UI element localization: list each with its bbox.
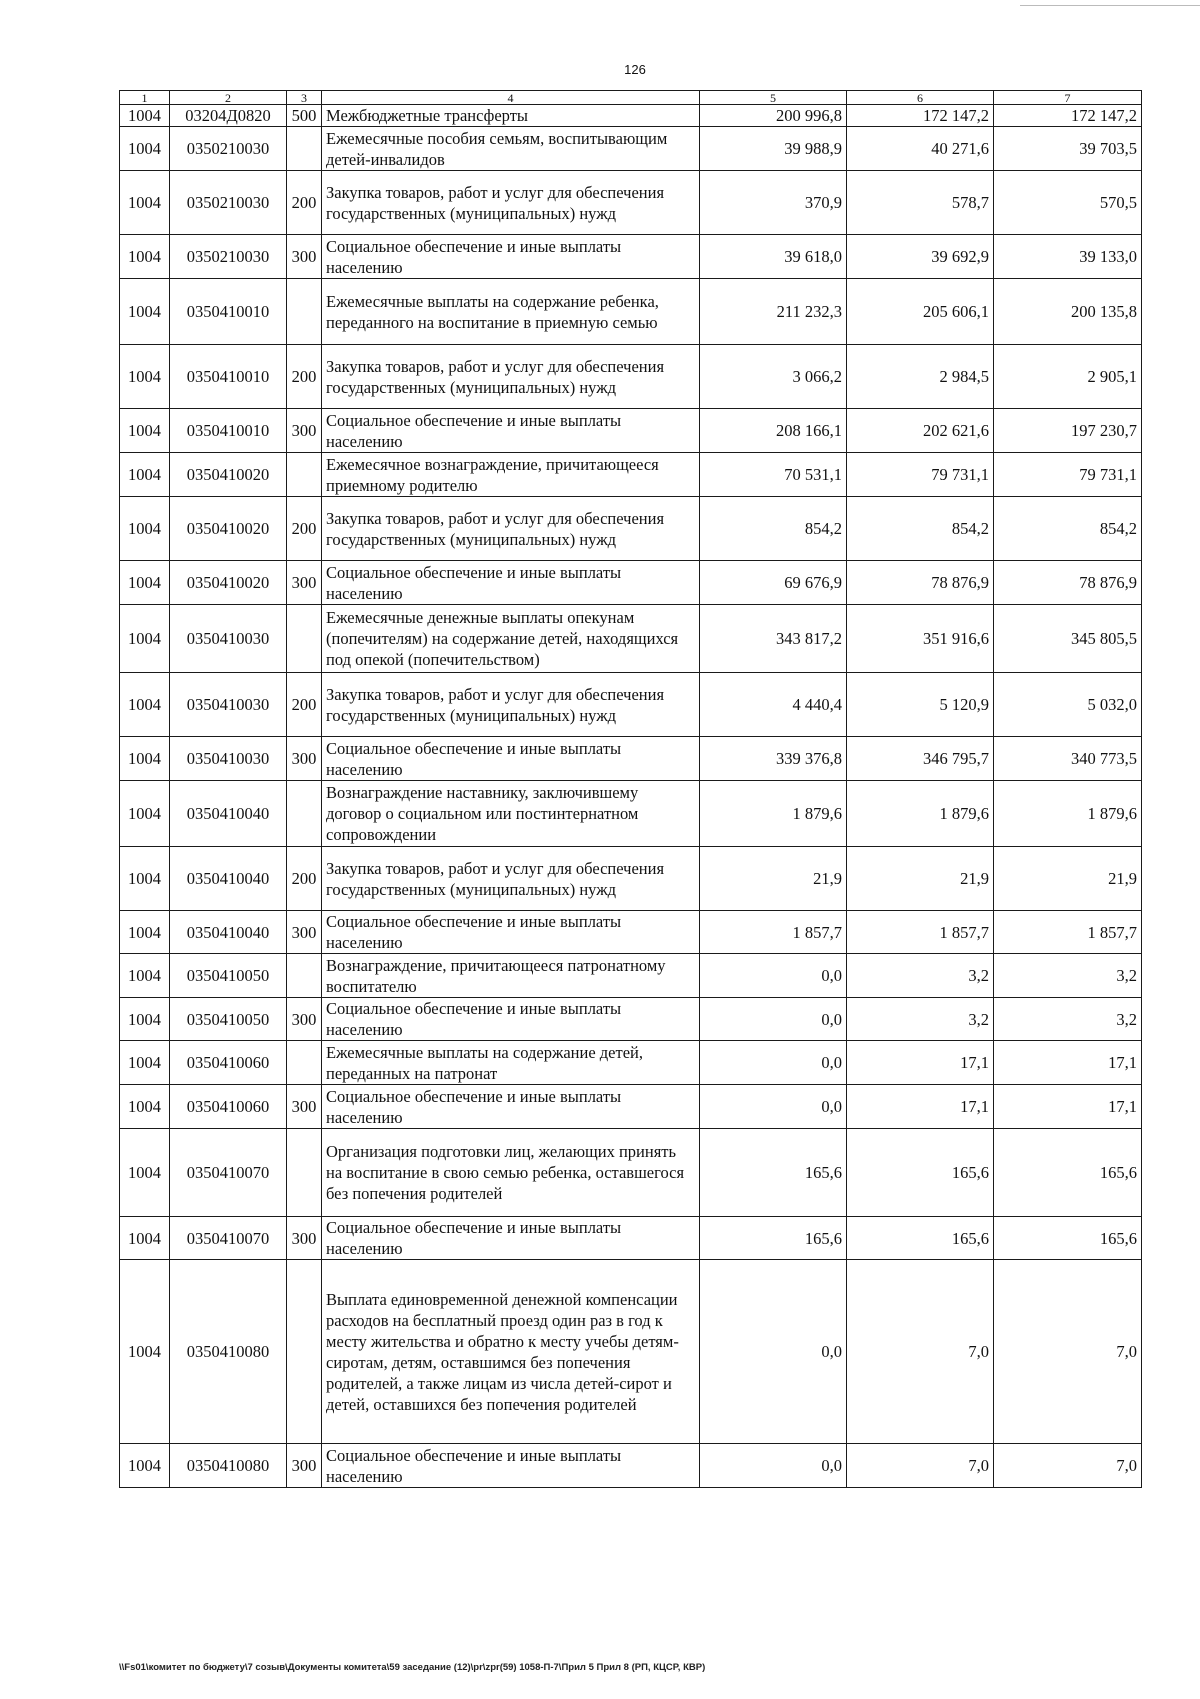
table-row — [120, 409, 1142, 453]
amount-col-5: 69 676,9 — [700, 561, 847, 605]
column-header: 3 — [287, 91, 322, 105]
amount-col-5: 208 166,1 — [700, 409, 847, 453]
amount-col-6: 165,6 — [847, 1129, 994, 1217]
amount-col-6: 202 621,6 — [847, 409, 994, 453]
amount-col-6: 205 606,1 — [847, 279, 994, 345]
amount-col-7: 165,6 — [994, 1129, 1142, 1217]
amount-col-6: 854,2 — [847, 497, 994, 561]
table-row — [120, 127, 1142, 171]
amount-col-6: 17,1 — [847, 1085, 994, 1129]
expense-type-code — [287, 453, 322, 497]
table-body — [120, 105, 1142, 1488]
column-number-row — [120, 91, 1142, 105]
table-row — [120, 1129, 1142, 1217]
amount-col-6: 172 147,2 — [847, 105, 994, 127]
expense-name: Социальное обеспечение и иные выплаты населению — [322, 235, 700, 279]
expense-name: Социальное обеспечение и иные выплаты населению — [322, 409, 700, 453]
amount-col-6: 7,0 — [847, 1444, 994, 1488]
expense-type-code — [287, 1041, 322, 1085]
target-article-code: 0350410010 — [170, 279, 287, 345]
expense-type-code — [287, 781, 322, 847]
amount-col-7: 78 876,9 — [994, 561, 1142, 605]
expense-name: Выплата единовременной денежной компенсации расходов на бесплатный проезд один раз в год к месту жительства и обратно к месту учебы детям-сиротам, детям, оставшимся без попечения родителей, а также лицам из числа детей-сирот и детей, оставшихся без попечения родителей — [322, 1260, 700, 1444]
table-row — [120, 105, 1142, 127]
section-code: 1004 — [120, 127, 170, 171]
amount-col-5: 370,9 — [700, 171, 847, 235]
target-article-code: 0350210030 — [170, 127, 287, 171]
expense-type-code — [287, 127, 322, 171]
amount-col-7: 2 905,1 — [994, 345, 1142, 409]
expense-name: Социальное обеспечение и иные выплаты населению — [322, 998, 700, 1041]
amount-col-6: 578,7 — [847, 171, 994, 235]
expense-type-code — [287, 1129, 322, 1217]
target-article-code: 0350410030 — [170, 605, 287, 673]
amount-col-6: 5 120,9 — [847, 673, 994, 737]
target-article-code: 0350410030 — [170, 737, 287, 781]
expense-type-code: 300 — [287, 1085, 322, 1129]
expense-type-code: 500 — [287, 105, 322, 127]
column-header: 1 — [120, 91, 170, 105]
amount-col-5: 21,9 — [700, 847, 847, 911]
section-code: 1004 — [120, 345, 170, 409]
section-code: 1004 — [120, 409, 170, 453]
amount-col-6: 351 916,6 — [847, 605, 994, 673]
expense-name: Ежемесячные выплаты на содержание ребенка, переданного на воспитание в приемную семью — [322, 279, 700, 345]
expense-type-code: 300 — [287, 1217, 322, 1260]
amount-col-6: 3,2 — [847, 998, 994, 1041]
amount-col-5: 0,0 — [700, 954, 847, 998]
target-article-code: 03204Д0820 — [170, 105, 287, 127]
target-article-code: 0350410050 — [170, 954, 287, 998]
section-code: 1004 — [120, 1217, 170, 1260]
expense-type-code: 300 — [287, 235, 322, 279]
amount-col-6: 1 879,6 — [847, 781, 994, 847]
amount-col-6: 17,1 — [847, 1041, 994, 1085]
amount-col-5: 0,0 — [700, 1041, 847, 1085]
section-code: 1004 — [120, 1041, 170, 1085]
amount-col-5: 343 817,2 — [700, 605, 847, 673]
target-article-code: 0350410020 — [170, 453, 287, 497]
amount-col-7: 7,0 — [994, 1260, 1142, 1444]
column-header: 5 — [700, 91, 847, 105]
section-code: 1004 — [120, 1260, 170, 1444]
amount-col-6: 39 692,9 — [847, 235, 994, 279]
expense-type-code: 200 — [287, 345, 322, 409]
expense-type-code: 300 — [287, 561, 322, 605]
amount-col-6: 3,2 — [847, 954, 994, 998]
table-row — [120, 911, 1142, 954]
target-article-code: 0350410040 — [170, 847, 287, 911]
amount-col-7: 340 773,5 — [994, 737, 1142, 781]
amount-col-5: 200 996,8 — [700, 105, 847, 127]
amount-col-6: 346 795,7 — [847, 737, 994, 781]
amount-col-7: 39 133,0 — [994, 235, 1142, 279]
amount-col-5: 854,2 — [700, 497, 847, 561]
amount-col-7: 854,2 — [994, 497, 1142, 561]
target-article-code: 0350410010 — [170, 345, 287, 409]
amount-col-5: 0,0 — [700, 998, 847, 1041]
expense-name: Ежемесячное вознаграждение, причитающееся приемному родителю — [322, 453, 700, 497]
expense-type-code: 300 — [287, 911, 322, 954]
table-row — [120, 561, 1142, 605]
table-row — [120, 453, 1142, 497]
expense-type-code: 300 — [287, 409, 322, 453]
expense-name: Ежемесячные денежные выплаты опекунам (попечителям) на содержание детей, находящихся под опекой (попечительством) — [322, 605, 700, 673]
section-code: 1004 — [120, 954, 170, 998]
amount-col-5: 165,6 — [700, 1217, 847, 1260]
target-article-code: 0350410020 — [170, 561, 287, 605]
expense-name: Межбюджетные трансферты — [322, 105, 700, 127]
amount-col-7: 3,2 — [994, 954, 1142, 998]
table-row — [120, 235, 1142, 279]
target-article-code: 0350410070 — [170, 1129, 287, 1217]
expense-name: Ежемесячные выплаты на содержание детей, переданных на патронат — [322, 1041, 700, 1085]
expense-type-code: 300 — [287, 737, 322, 781]
amount-col-5: 211 232,3 — [700, 279, 847, 345]
footer-file-path: \\Fs01\комитет по бюджету\7 созыв\Документы комитета\59 заседание (12)\pr\zpr(59) 1058-П-7\Прил 5 Прил 8 (РП, КЦСР, КВР) — [119, 1662, 706, 1673]
table-row — [120, 781, 1142, 847]
target-article-code: 0350410040 — [170, 781, 287, 847]
section-code: 1004 — [120, 1129, 170, 1217]
amount-col-7: 7,0 — [994, 1444, 1142, 1488]
amount-col-7: 345 805,5 — [994, 605, 1142, 673]
scan-edge-line — [1020, 5, 1200, 6]
expense-name: Вознаграждение наставнику, заключившему договор о социальном или постинтернатном сопровождении — [322, 781, 700, 847]
target-article-code: 0350410050 — [170, 998, 287, 1041]
amount-col-5: 4 440,4 — [700, 673, 847, 737]
section-code: 1004 — [120, 1085, 170, 1129]
table-row — [120, 954, 1142, 998]
amount-col-7: 1 879,6 — [994, 781, 1142, 847]
expense-name: Социальное обеспечение и иные выплаты населению — [322, 1217, 700, 1260]
amount-col-7: 197 230,7 — [994, 409, 1142, 453]
amount-col-7: 1 857,7 — [994, 911, 1142, 954]
expense-type-code: 200 — [287, 673, 322, 737]
table-row — [120, 1444, 1142, 1488]
section-code: 1004 — [120, 781, 170, 847]
table-row — [120, 605, 1142, 673]
amount-col-5: 3 066,2 — [700, 345, 847, 409]
expense-name: Вознаграждение, причитающееся патронатному воспитателю — [322, 954, 700, 998]
amount-col-7: 17,1 — [994, 1041, 1142, 1085]
amount-col-5: 0,0 — [700, 1085, 847, 1129]
amount-col-6: 2 984,5 — [847, 345, 994, 409]
expense-type-code: 200 — [287, 497, 322, 561]
target-article-code: 0350210030 — [170, 235, 287, 279]
expense-type-code: 300 — [287, 998, 322, 1041]
expense-name: Организация подготовки лиц, желающих принять на воспитание в свою семью ребенка, оставшегося без попечения родителей — [322, 1129, 700, 1217]
amount-col-7: 21,9 — [994, 847, 1142, 911]
table-row — [120, 497, 1142, 561]
amount-col-7: 3,2 — [994, 998, 1142, 1041]
target-article-code: 0350410010 — [170, 409, 287, 453]
amount-col-6: 21,9 — [847, 847, 994, 911]
target-article-code: 0350210030 — [170, 171, 287, 235]
section-code: 1004 — [120, 998, 170, 1041]
section-code: 1004 — [120, 105, 170, 127]
column-header: 6 — [847, 91, 994, 105]
table-row — [120, 847, 1142, 911]
amount-col-6: 40 271,6 — [847, 127, 994, 171]
table-row — [120, 279, 1142, 345]
table-row — [120, 673, 1142, 737]
expense-name: Ежемесячные пособия семьям, воспитывающим детей-инвалидов — [322, 127, 700, 171]
target-article-code: 0350410060 — [170, 1085, 287, 1129]
target-article-code: 0350410040 — [170, 911, 287, 954]
target-article-code: 0350410060 — [170, 1041, 287, 1085]
section-code: 1004 — [120, 673, 170, 737]
amount-col-7: 17,1 — [994, 1085, 1142, 1129]
page-number: 126 — [624, 62, 646, 77]
expense-name: Закупка товаров, работ и услуг для обеспечения государственных (муниципальных) нужд — [322, 497, 700, 561]
expense-type-code: 200 — [287, 847, 322, 911]
amount-col-5: 39 988,9 — [700, 127, 847, 171]
table-row — [120, 171, 1142, 235]
target-article-code: 0350410080 — [170, 1444, 287, 1488]
expense-name: Закупка товаров, работ и услуг для обеспечения государственных (муниципальных) нужд — [322, 847, 700, 911]
expense-name: Социальное обеспечение и иные выплаты населению — [322, 1085, 700, 1129]
amount-col-5: 0,0 — [700, 1444, 847, 1488]
section-code: 1004 — [120, 1444, 170, 1488]
amount-col-6: 78 876,9 — [847, 561, 994, 605]
expense-type-code: 200 — [287, 171, 322, 235]
amount-col-7: 165,6 — [994, 1217, 1142, 1260]
table-row — [120, 737, 1142, 781]
expense-name: Закупка товаров, работ и услуг для обеспечения государственных (муниципальных) нужд — [322, 171, 700, 235]
amount-col-5: 0,0 — [700, 1260, 847, 1444]
amount-col-7: 79 731,1 — [994, 453, 1142, 497]
column-header: 2 — [170, 91, 287, 105]
amount-col-7: 39 703,5 — [994, 127, 1142, 171]
expense-type-code — [287, 605, 322, 673]
section-code: 1004 — [120, 911, 170, 954]
expense-type-code: 300 — [287, 1444, 322, 1488]
section-code: 1004 — [120, 497, 170, 561]
section-code: 1004 — [120, 605, 170, 673]
expense-name: Закупка товаров, работ и услуг для обеспечения государственных (муниципальных) нужд — [322, 345, 700, 409]
amount-col-5: 339 376,8 — [700, 737, 847, 781]
amount-col-6: 79 731,1 — [847, 453, 994, 497]
expense-name: Социальное обеспечение и иные выплаты населению — [322, 737, 700, 781]
section-code: 1004 — [120, 235, 170, 279]
table-row — [120, 345, 1142, 409]
amount-col-6: 165,6 — [847, 1217, 994, 1260]
expense-name: Закупка товаров, работ и услуг для обеспечения государственных (муниципальных) нужд — [322, 673, 700, 737]
amount-col-7: 570,5 — [994, 171, 1142, 235]
table-row — [120, 1260, 1142, 1444]
section-code: 1004 — [120, 453, 170, 497]
section-code: 1004 — [120, 279, 170, 345]
section-code: 1004 — [120, 561, 170, 605]
target-article-code: 0350410070 — [170, 1217, 287, 1260]
section-code: 1004 — [120, 171, 170, 235]
amount-col-5: 70 531,1 — [700, 453, 847, 497]
section-code: 1004 — [120, 737, 170, 781]
expense-name: Социальное обеспечение и иные выплаты населению — [322, 911, 700, 954]
expense-name: Социальное обеспечение и иные выплаты населению — [322, 561, 700, 605]
target-article-code: 0350410080 — [170, 1260, 287, 1444]
target-article-code: 0350410020 — [170, 497, 287, 561]
table-row — [120, 1041, 1142, 1085]
table-row — [120, 998, 1142, 1041]
amount-col-5: 39 618,0 — [700, 235, 847, 279]
amount-col-7: 5 032,0 — [994, 673, 1142, 737]
amount-col-6: 1 857,7 — [847, 911, 994, 954]
table-header — [120, 91, 1142, 105]
target-article-code: 0350410030 — [170, 673, 287, 737]
expense-type-code — [287, 954, 322, 998]
expense-type-code — [287, 279, 322, 345]
table-row — [120, 1217, 1142, 1260]
column-header: 7 — [994, 91, 1142, 105]
amount-col-7: 200 135,8 — [994, 279, 1142, 345]
table-row — [120, 1085, 1142, 1129]
expense-name: Социальное обеспечение и иные выплаты населению — [322, 1444, 700, 1488]
amount-col-5: 1 857,7 — [700, 911, 847, 954]
section-code: 1004 — [120, 847, 170, 911]
amount-col-5: 1 879,6 — [700, 781, 847, 847]
amount-col-6: 7,0 — [847, 1260, 994, 1444]
amount-col-7: 172 147,2 — [994, 105, 1142, 127]
budget-table — [119, 90, 1142, 1488]
expense-type-code — [287, 1260, 322, 1444]
amount-col-5: 165,6 — [700, 1129, 847, 1217]
column-header: 4 — [322, 91, 700, 105]
